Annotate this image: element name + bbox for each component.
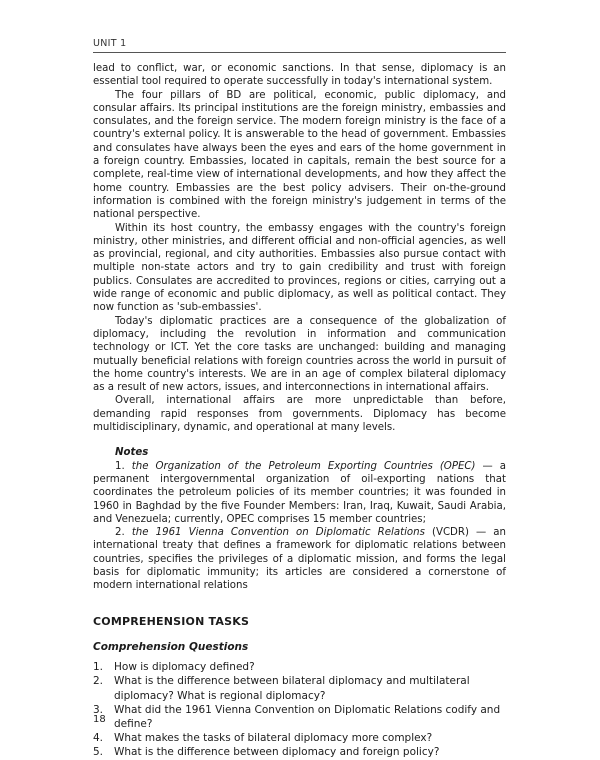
question-text: What is the difference between bilateral diplomacy and multilateral diplomacy? What is regional diplomacy? [114, 675, 470, 702]
paragraph-embassy: Within its host country, the embassy engages with the country's foreign ministry, other ministries, and different official and non-official agencies, as well as provincial, regional, and city authorities. Embassies also pursue contact with multiple non-state actors and try to gain credibility and trust with foreign publics. Consulates are accredited to provinces, regions or cities, carrying out a wide range of economic and public diplomacy, as well as political contact. They now function as 'sub-embassies'. [93, 222, 506, 314]
paragraph-globalization: Today's diplomatic practices are a consequence of the globalization of diplomacy, including the revolution in information and communication technology or ICT. Yet the core tasks are unchanged: building and managing mutually beneficial relations with foreign countries across the world in pursuit of the home country's interests. We are in an age of complex bilateral diplomacy as a result of new actors, issues, and interconnections in international affairs. [93, 315, 506, 394]
question-text: What makes the tasks of bilateral diplomacy more complex? [114, 732, 433, 745]
paragraph-overall: Overall, international affairs are more unpredictable than before, demanding rapid responses from governments. Diplomacy has become multidisciplinary, dynamic, and operational at many levels. [93, 395, 506, 434]
subsection-title: Comprehension Questions [93, 640, 249, 653]
question-item [93, 674, 506, 702]
note-number: 2. [115, 527, 125, 539]
note-text: (VCDR) — an international treaty that defines a framework for diplomatic relations between countries, specifies the privileges of a diplomatic mission, and forms the legal basis for diplomatic immunity; its articles are considered a cornerstone of modern international relations [93, 527, 506, 592]
question-item [93, 745, 506, 759]
question-number: 2. [93, 675, 104, 688]
question-item [93, 703, 506, 731]
note-item [93, 526, 506, 592]
page-body [93, 62, 506, 760]
question-text: How is diplomacy defined? [114, 661, 255, 674]
question-number: 3. [93, 703, 104, 716]
question-list [93, 660, 506, 759]
paragraph-pillars: The four pillars of BD are political, economic, public diplomacy, and consular affairs. Its principal institutions are the foreign ministry, embassies and consulates, and the foreign service. The modern foreign ministry is the face of a country's external policy. It is answerable to the head of government. Embassies and consulates have always been the eyes and ears of the home government in a foreign country. Embassies, located in capitals, remain the best source for a complete, real-time view of international developments, and how they affect the home country. Embassies are the best policy advisers. Their on-the-ground information is combined with the foreign ministry's judgement in terms of the national perspective. [93, 89, 506, 221]
section-title: COMPREHENSION TASKS [93, 614, 250, 628]
paragraph-continuation: lead to conflict, war, or economic sanctions. In that sense, diplomacy is an essential tool required to operate successfully in today's international system. [93, 63, 506, 88]
note-item [93, 460, 506, 526]
question-text: What is the difference between diplomacy and foreign policy? [114, 746, 440, 759]
question-text: What did the 1961 Vienna Convention on Diplomatic Relations codify and define? [114, 703, 501, 730]
question-number: 1. [93, 661, 104, 674]
note-text: — a permanent intergovernmental organization of oil-exporting nations that coordinates the petroleum policies of its member countries; it was founded in 1960 in Baghdad by the five Founder Members: Iran, Iraq, Kuwait, Saudi Arabia, and Venezuela; currently, OPEC comprises 15 member countries; [93, 460, 506, 525]
notes-heading: Notes [115, 447, 149, 459]
question-number: 4. [93, 732, 104, 745]
note-term: the 1961 Vienna Convention on Diplomatic Relations [131, 527, 425, 539]
running-header: UNIT 1 [93, 38, 127, 49]
question-item [93, 660, 506, 674]
header-rule [93, 52, 506, 53]
note-term: the Organization of the Petroleum Exporting Countries (OPEC) [131, 460, 476, 472]
page-number: 18 [93, 714, 106, 725]
question-number: 5. [93, 746, 104, 759]
note-number: 1. [115, 460, 125, 472]
question-item [93, 731, 506, 745]
